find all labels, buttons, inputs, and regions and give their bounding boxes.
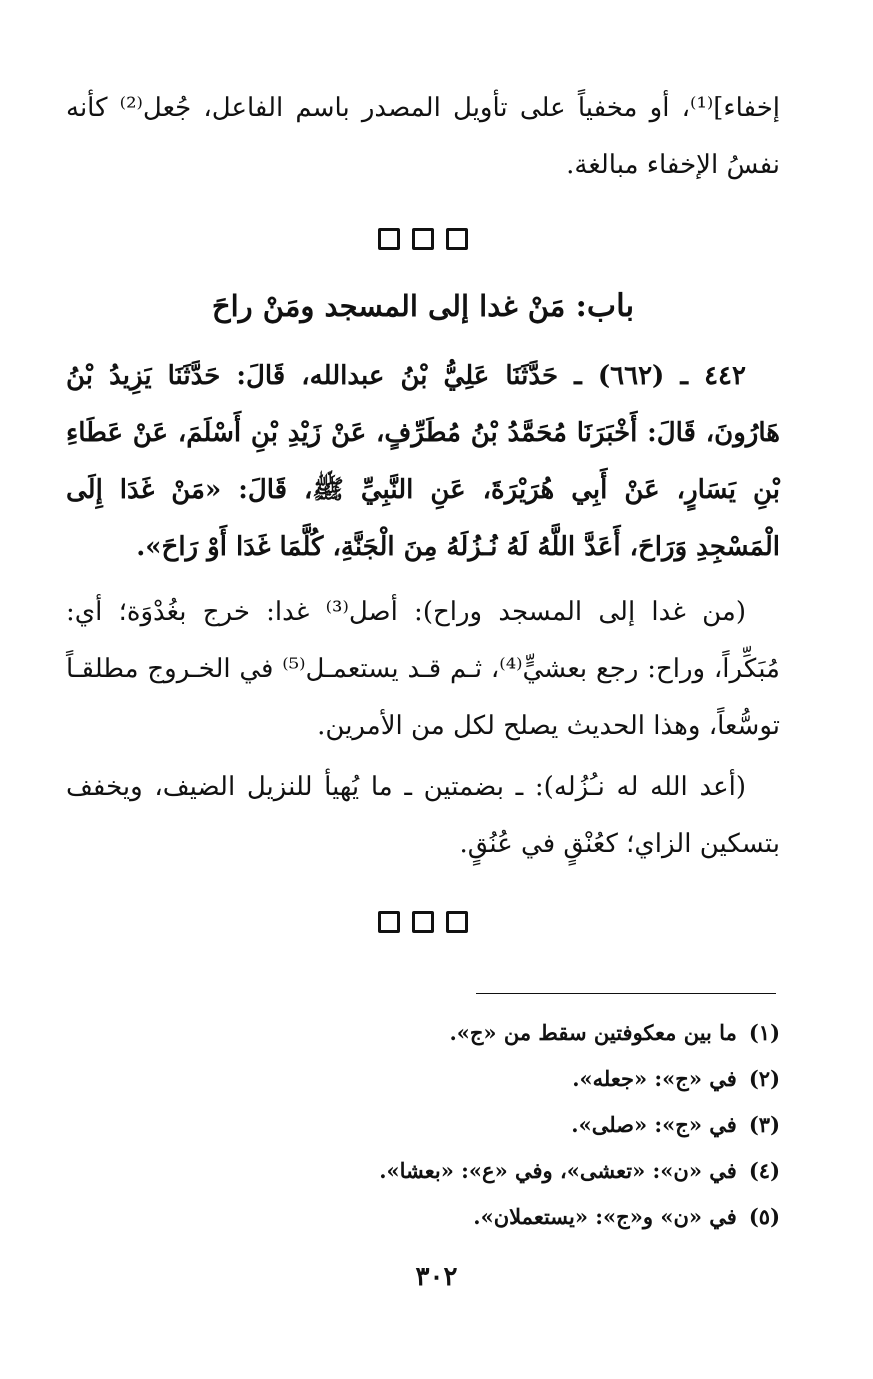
page-body — [66, 80, 780, 933]
footnotes — [140, 1010, 780, 1240]
section-separator — [66, 911, 780, 933]
square-ornament-icon — [446, 911, 468, 933]
intro-paragraph: إخفاء]⁽¹⁾، أو مخفياً على تأويل المصدر باسم الفاعل، جُعل⁽²⁾ كأنه نفسُ الإخفاء مبالغة. — [66, 93, 780, 180]
square-ornament-icon — [378, 228, 400, 250]
footnote-item: (٥)في «ن» و«ج»: «يستعملان». — [473, 1204, 780, 1229]
page-number: ٣٠٢ — [415, 1262, 458, 1292]
footnote-item: (٤)في «ن»: «تعشى»، وفي «ع»: «بعشا». — [379, 1158, 780, 1183]
footnote-item: (٢)في «ج»: «جعله». — [572, 1066, 780, 1091]
square-ornament-icon — [412, 911, 434, 933]
square-ornament-icon — [412, 228, 434, 250]
footnote-divider — [476, 993, 776, 994]
hadith-text: ٤٤٢ ـ (٦٦٢) ـ حَدَّثَنَا عَلِيُّ بْنُ عبدالله، قَالَ: حَدَّثَنَا يَزِيدُ بْنُ هَارُونَ، قَالَ: أَخْبَرَنَا مُحَمَّدُ بْنُ مُطَرِّفٍ، عَنْ زَيْدِ بْنِ أَسْلَمَ، عَنْ عَطَاءِ بْنِ يَسَارٍ، عَنْ أَبِي هُرَيْرَةَ، عَنِ النَّبِيِّ ﷺ، قَالَ: «مَنْ غَدَا إِلَى الْمَسْجِدِ وَرَاحَ، أَعَدَّ اللَّهُ لَهُ نُـزُلَهُ مِنَ الْجَنَّةِ، كُلَّمَا غَدَا أَوْ رَاحَ». — [66, 361, 780, 562]
square-ornament-icon — [378, 911, 400, 933]
footnote-item: (٣)في «ج»: «صلى». — [571, 1112, 780, 1137]
commentary-paragraph: (من غدا إلى المسجد وراح): أصل⁽³⁾ غدا: خرج بغُدْوَة؛ أي: مُبَكِّراً، وراح: رجع بعشيٍّ⁽⁴⁾، ثـم قـد يستعمـل⁽⁵⁾ في الخـروج مطلقـاً توسُّعاً، وهذا الحديث يصلح لكل من الأمرين. — [66, 597, 780, 741]
commentary-paragraph: (أعد الله له نـُزُله): ـ بضمتين ـ ما يُهيأ للنزيل الضيف، ويخفف بتسكين الزاي؛ كعُنْقٍ في عُنُقٍ. — [66, 772, 780, 859]
footnote-item: (١)ما بين معكوفتين سقط من «ج». — [449, 1020, 780, 1045]
chapter-heading — [66, 276, 780, 336]
square-ornament-icon — [446, 228, 468, 250]
chapter-label: باب: — [575, 288, 635, 324]
section-separator — [66, 228, 780, 250]
chapter-title: مَنْ غدا إلى المسجد ومَنْ راحَ — [211, 289, 566, 323]
